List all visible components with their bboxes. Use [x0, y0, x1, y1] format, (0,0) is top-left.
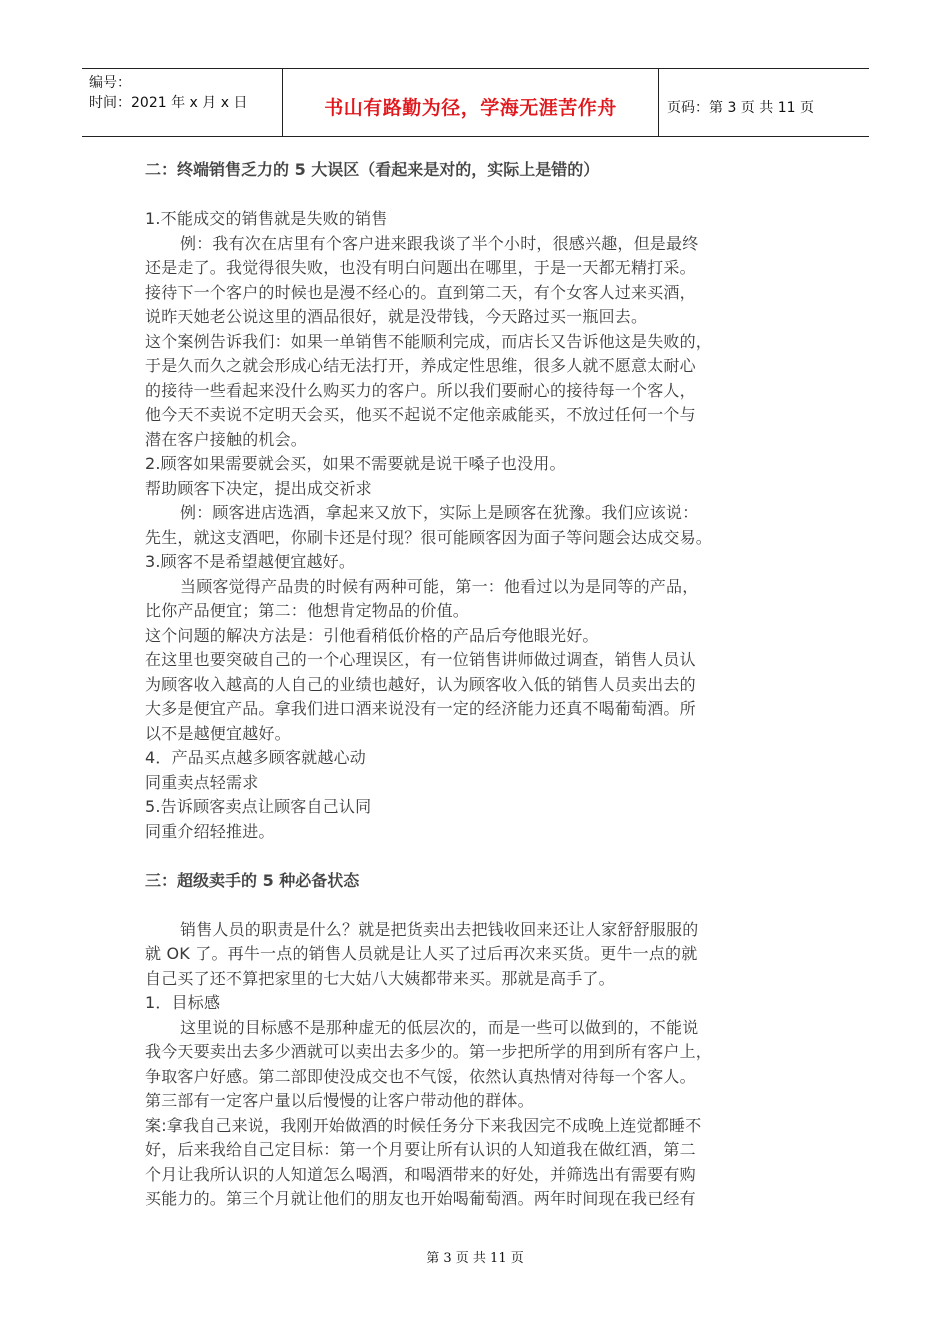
paragraph-line: 于是久而久之就会形成心结无法打开，养成定性思维，很多人就不愿意太耐心: [145, 356, 696, 375]
paragraph-line: 个月让我所认识的人知道怎么喝酒，和喝酒带来的好处，并筛选出有需要有购: [145, 1164, 696, 1184]
paragraph-line: 好，后来我给自己定目标：第一个月要让所有认识的人知道我在做红酒，第二: [145, 1140, 696, 1159]
paragraph-line: 当顾客觉得产品贵的时候有两种可能，第一：他看过以为是同等的产品，: [180, 576, 699, 596]
paragraph-line: 大多是便宜产品。拿我们进口酒来说没有一定的经济能力还真不喝葡萄酒。所: [145, 699, 696, 718]
section-heading: 三：超级卖手的 5 种必备状态: [145, 870, 360, 890]
document-number-label: 编号：: [89, 75, 131, 91]
paragraph-line: 接待下一个客户的时候也是漫不经心的。直到第二天，有个女客人过来买酒，: [145, 282, 696, 302]
header-page-label: 页码：第 3 页 共 11 页: [667, 99, 814, 116]
paragraph-line: 比你产品便宜；第二：他想肯定物品的价值。: [145, 601, 470, 620]
paragraph-line: 他今天不卖说不定明天会买，他买不起说不定他亲戚能买，不放过任何一个与: [145, 405, 696, 424]
paragraph-line: 买能力的。第三个月就让他们的朋友也开始喝葡萄酒。两年时间现在我已经有: [145, 1189, 696, 1208]
paragraph-line: 帮助顾客下决定，提出成交祈求: [145, 478, 372, 498]
paragraph-line: 先生，就这支酒吧，你刷卡还是付现？很可能顾客因为面子等问题会达成交易。: [145, 527, 713, 547]
paragraph-line: 2.顾客如果需要就会买，如果不需要就是说干嗓子也没用。: [145, 454, 566, 473]
paragraph-line: 说昨天她老公说这里的酒品很好，就是没带钱，今天路过买一瓶回去。: [145, 307, 648, 326]
header-meta: [82, 69, 282, 136]
paragraph-line: 潜在客户接触的机会。: [145, 429, 308, 449]
paragraph-line: 这个问题的解决方法是：引他看稍低价格的产品后夸他眼光好。: [145, 625, 599, 645]
header-motto: 书山有路勤为径，学海无涯苦作舟: [324, 97, 617, 119]
blank-line: [145, 893, 815, 918]
footer-page-number: 第 3 页 共 11 页: [426, 1251, 524, 1266]
paragraph-line: 自己买了还不算把家里的七大姑八大姨都带来买。那就是高手了。: [145, 968, 615, 988]
document-time-label: 时间：2021 年 x 月 x 日: [89, 95, 248, 111]
paragraph-line: 就 OK 了。再牛一点的销售人员就是让人买了过后再次来买货。更牛一点的就: [145, 944, 698, 963]
paragraph-line: 4．产品买点越多顾客就越心动: [145, 748, 366, 767]
paragraph-line: 3.顾客不是希望越便宜越好。: [145, 552, 356, 571]
paragraph-line: 5.告诉顾客卖点让顾客自己认同: [145, 797, 372, 816]
paragraph-line: 第三部有一定客户量以后慢慢的让客户带动他的群体。: [145, 1091, 534, 1110]
document-header: [82, 68, 869, 137]
paragraph-line: 以不是越便宜越好。: [145, 723, 291, 743]
paragraph-line: 争取客户好感。第二部即使没成交也不气馁，依然认真热情对待每一个客人。: [145, 1066, 696, 1086]
blank-line: [145, 844, 815, 869]
document-body: [145, 158, 815, 1212]
paragraph-line: 同重介绍轻推进。: [145, 821, 275, 841]
paragraph-line: 1．目标感: [145, 993, 221, 1012]
header-page-cell: [659, 69, 869, 136]
paragraph-line: 这里说的目标感不是那种虚无的低层次的，而是一些可以做到的，不能说: [180, 1017, 699, 1037]
paragraph-line: 的接待一些看起来没什么购买力的客户。所以我们要耐心的接待每一个客人，: [145, 380, 696, 400]
paragraph-line: 例：顾客进店选酒，拿起来又放下，实际上是顾客在犹豫。我们应该说：: [180, 503, 699, 522]
paragraph-line: 为顾客收入越高的人自己的业绩也越好，认为顾客收入低的销售人员卖出去的: [145, 674, 696, 694]
paragraph-line: 这个案例告诉我们：如果一单销售不能顺利完成，而店长又告诉他这是失败的，: [145, 331, 713, 351]
paragraph-line: 同重卖点轻需求: [145, 772, 259, 792]
section-heading: 二：终端销售乏力的 5 大误区（看起来是对的，实际上是错的）: [145, 160, 600, 179]
paragraph-line: 案:拿我自己来说，我刚开始做酒的时候任务分下来我因完不成晚上连觉都睡不: [145, 1115, 702, 1135]
paragraph-line: 例：我有次在店里有个客户进来跟我谈了半个小时，很感兴趣，但是最终: [180, 233, 699, 253]
paragraph-line: 我今天要卖出去多少酒就可以卖出去多少的。第一步把所学的用到所有客户上，: [145, 1042, 713, 1061]
blank-line: [145, 183, 815, 208]
page-footer: [0, 1247, 950, 1266]
paragraph-line: 销售人员的职责是什么？就是把货卖出去把钱收回来还让人家舒舒服服的: [180, 919, 699, 939]
paragraph-line: 在这里也要突破自己的一个心理误区，有一位销售讲师做过调查，销售人员认: [145, 650, 696, 669]
header-motto-cell: [282, 69, 659, 136]
paragraph-line: 还是走了。我觉得很失败，也没有明白问题出在哪里，于是一天都无精打采。: [145, 258, 696, 277]
paragraph-line: 1.不能成交的销售就是失败的销售: [145, 209, 388, 228]
